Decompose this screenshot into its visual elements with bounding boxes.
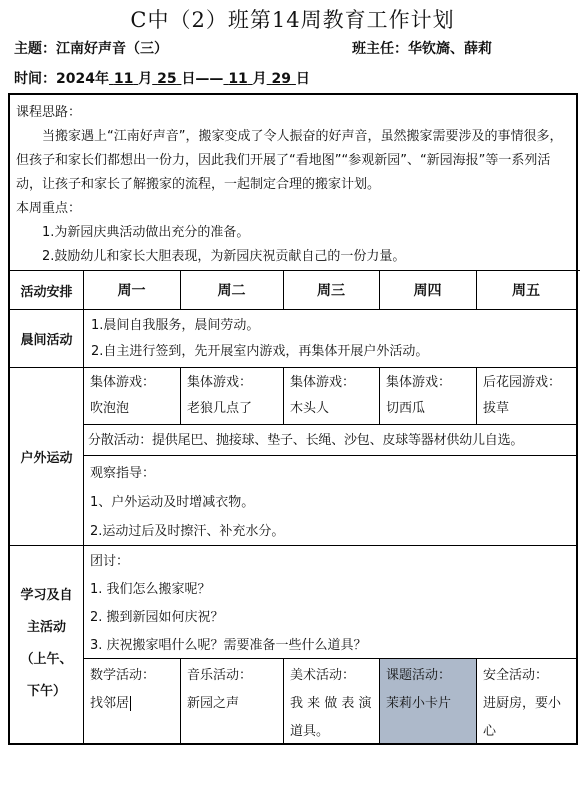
- outdoor-game-wed: [284, 367, 379, 425]
- focus-heading: 本周重点：: [16, 201, 82, 216]
- discuss-heading: 团讨：: [90, 554, 130, 569]
- teacher-value: 华钦旖、薛莉: [408, 41, 492, 57]
- game-name: 吹泡泡: [90, 401, 130, 416]
- day-word: 日——: [181, 71, 224, 87]
- outdoor-game-fri: [477, 367, 576, 425]
- game-type: 集体游戏：: [386, 375, 452, 390]
- day-header: 周一: [117, 283, 146, 299]
- start-month: 11: [113, 71, 134, 87]
- intro-heading: 课程思路：: [16, 105, 82, 120]
- activity-art: 美术活动： 我 来 做 表 演 道具。: [290, 668, 372, 739]
- month-word-2: 月: [252, 71, 267, 87]
- theme-label: 主题：: [14, 41, 56, 57]
- activity-math: 数学活动： 找邻居: [90, 668, 156, 711]
- morning-content: [85, 311, 575, 367]
- morning-item: 1.晨间自我服务，晨间劳动。: [91, 318, 260, 333]
- discuss-item: 1. 我们怎么搬家呢？: [90, 582, 211, 597]
- year: 2024年: [56, 71, 109, 87]
- plan-table: [8, 93, 578, 745]
- discuss-item: 2. 搬到新园如何庆祝？: [90, 610, 224, 625]
- discuss-item: 3. 庆祝搬家唱什么呢？需要准备一些什么道具？: [90, 638, 367, 653]
- day-header: 周五: [512, 283, 540, 299]
- end-day: 29: [271, 71, 292, 87]
- outdoor-label: 户外运动: [20, 450, 73, 466]
- game-type: 集体游戏：: [90, 375, 156, 390]
- month-word-1: 月: [138, 71, 153, 87]
- time-row: [14, 68, 310, 88]
- split-activity: 分散活动：提供尾巴、抛接球、垫子、长绳、沙包、皮球等器材供幼儿自选。: [88, 433, 524, 448]
- morning-label: 晨间活动: [20, 332, 73, 348]
- activity-music: 音乐活动： 新园之声: [187, 668, 253, 711]
- day-header: 周二: [217, 283, 246, 299]
- focus-item: 1.为新园庆典活动做出充分的准备。: [42, 225, 250, 240]
- teacher-label: 班主任：: [352, 41, 408, 57]
- theme-value: 江南好声音（三）: [56, 41, 168, 57]
- morning-item: 2.自主进行签到，先开展室内游戏，再集体开展户外活动。: [91, 344, 429, 359]
- day-header: 周三: [317, 283, 345, 299]
- game-name: 老狼几点了: [187, 401, 253, 416]
- day-header: 周四: [413, 283, 442, 299]
- outdoor-game-thu: [380, 367, 476, 425]
- observe-guidance: [84, 456, 576, 545]
- outdoor-game-mon: [84, 367, 180, 425]
- time-label: 时间：: [14, 71, 56, 87]
- game-type: 后花园游戏：: [483, 375, 562, 390]
- observe-heading: 观察指导：: [90, 466, 156, 481]
- day-end-word: 日: [295, 71, 310, 87]
- game-name: 切西瓜: [386, 401, 426, 416]
- observe-item: 2.运动过后及时擦汗、补充水分。: [90, 524, 285, 539]
- game-name: 拔草: [483, 401, 510, 416]
- group-discussion: [84, 545, 576, 657]
- page-title: C中（2）班第14周教育工作计划: [130, 8, 455, 32]
- start-day: 25: [157, 71, 177, 87]
- end-month: 11: [228, 71, 248, 87]
- activity-safety: 安全活动： 进厨房，要小 心: [483, 668, 562, 739]
- focus-item: 2.鼓励幼儿和家长大胆表现，为新园庆祝贡献自己的一份力量。: [42, 249, 406, 264]
- arrange-label: 活动安排: [20, 284, 73, 300]
- game-type: 集体游戏：: [187, 375, 253, 390]
- intro-paragraph: 当搬家遇上“江南好声音”，搬家变成了令人振奋的好声音，虽然搬家需要涉及的事情很多，但孩子和家长们都想出一份力，因此我们开展了“看地图”“参观新园”、“新园海报”等一系列活动，让孩子和家长了解搬家的流程，一起制定合理的搬家计划。: [16, 129, 563, 192]
- theme-row: [14, 38, 168, 58]
- game-name: 木头人: [290, 401, 330, 416]
- game-type: 集体游戏：: [290, 375, 356, 390]
- observe-item: 1、户外运动及时增减衣物。: [90, 495, 255, 510]
- activity-project: 课题活动： 茉莉小卡片: [386, 668, 452, 711]
- learning-label: 学习及自 主活动 （上午、 下午）: [20, 588, 73, 699]
- teacher-row: [352, 38, 492, 58]
- outdoor-game-tue: [181, 367, 283, 425]
- course-intro: [10, 95, 580, 271]
- row-divider: [10, 309, 576, 310]
